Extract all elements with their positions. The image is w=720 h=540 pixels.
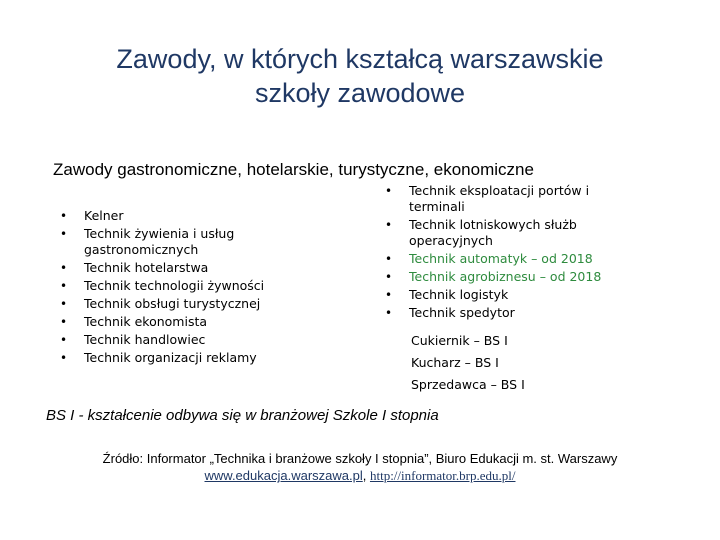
list-item: • Technik lotniskowych służb operacyjnych	[383, 217, 624, 249]
list-item: • Technik logistyk	[383, 287, 643, 303]
slide-title	[40, 42, 680, 110]
source-note	[40, 450, 680, 484]
source-text: Źródło: Informator „Technika i branżowe szkoły I stopnia”, Biuro Edukacji m. st. Warszawy	[102, 451, 618, 466]
plain-item: Kucharz – BS I	[411, 355, 499, 370]
list-item: • Technik żywienia i usług gastronomicznych	[58, 226, 298, 258]
source-link-informator[interactable]: http://informator.brp.edu.pl/	[369, 468, 516, 483]
right-profession-list	[383, 183, 643, 323]
bs-note: BS I - kształcenie odbywa się w branżowej Szkole I stopnia	[46, 407, 439, 424]
list-item: • Technik eksploatacji portów i terminali	[383, 183, 624, 215]
plain-item: Sprzedawca – BS I	[411, 377, 525, 392]
list-item: • Kelner	[58, 208, 298, 224]
left-profession-list	[58, 208, 298, 368]
list-item: • Technik ekonomista	[58, 314, 298, 330]
source-links	[40, 467, 680, 484]
list-item-highlighted: • Technik agrobiznesu – od 2018	[383, 269, 643, 285]
list-item: • Technik hotelarstwa	[58, 260, 298, 276]
list-item-highlighted: • Technik automatyk – od 2018	[383, 251, 643, 267]
section-subtitle: Zawody gastronomiczne, hotelarskie, turystyczne, ekonomiczne	[53, 160, 534, 179]
title-line-1: Zawody, w których kształcą warszawskie	[116, 44, 604, 74]
source-separator: ,	[362, 468, 370, 483]
list-item: • Technik spedytor	[383, 305, 643, 321]
list-item: • Technik organizacji reklamy	[58, 350, 298, 366]
list-item: • Technik technologii żywności	[58, 278, 298, 294]
list-item: • Technik obsługi turystycznej	[58, 296, 298, 312]
list-item: • Technik handlowiec	[58, 332, 298, 348]
title-line-2: szkoły zawodowe	[254, 78, 466, 108]
source-link-edukacja[interactable]: www.edukacja.warszawa.pl	[204, 468, 363, 483]
plain-item: Cukiernik – BS I	[411, 333, 508, 348]
